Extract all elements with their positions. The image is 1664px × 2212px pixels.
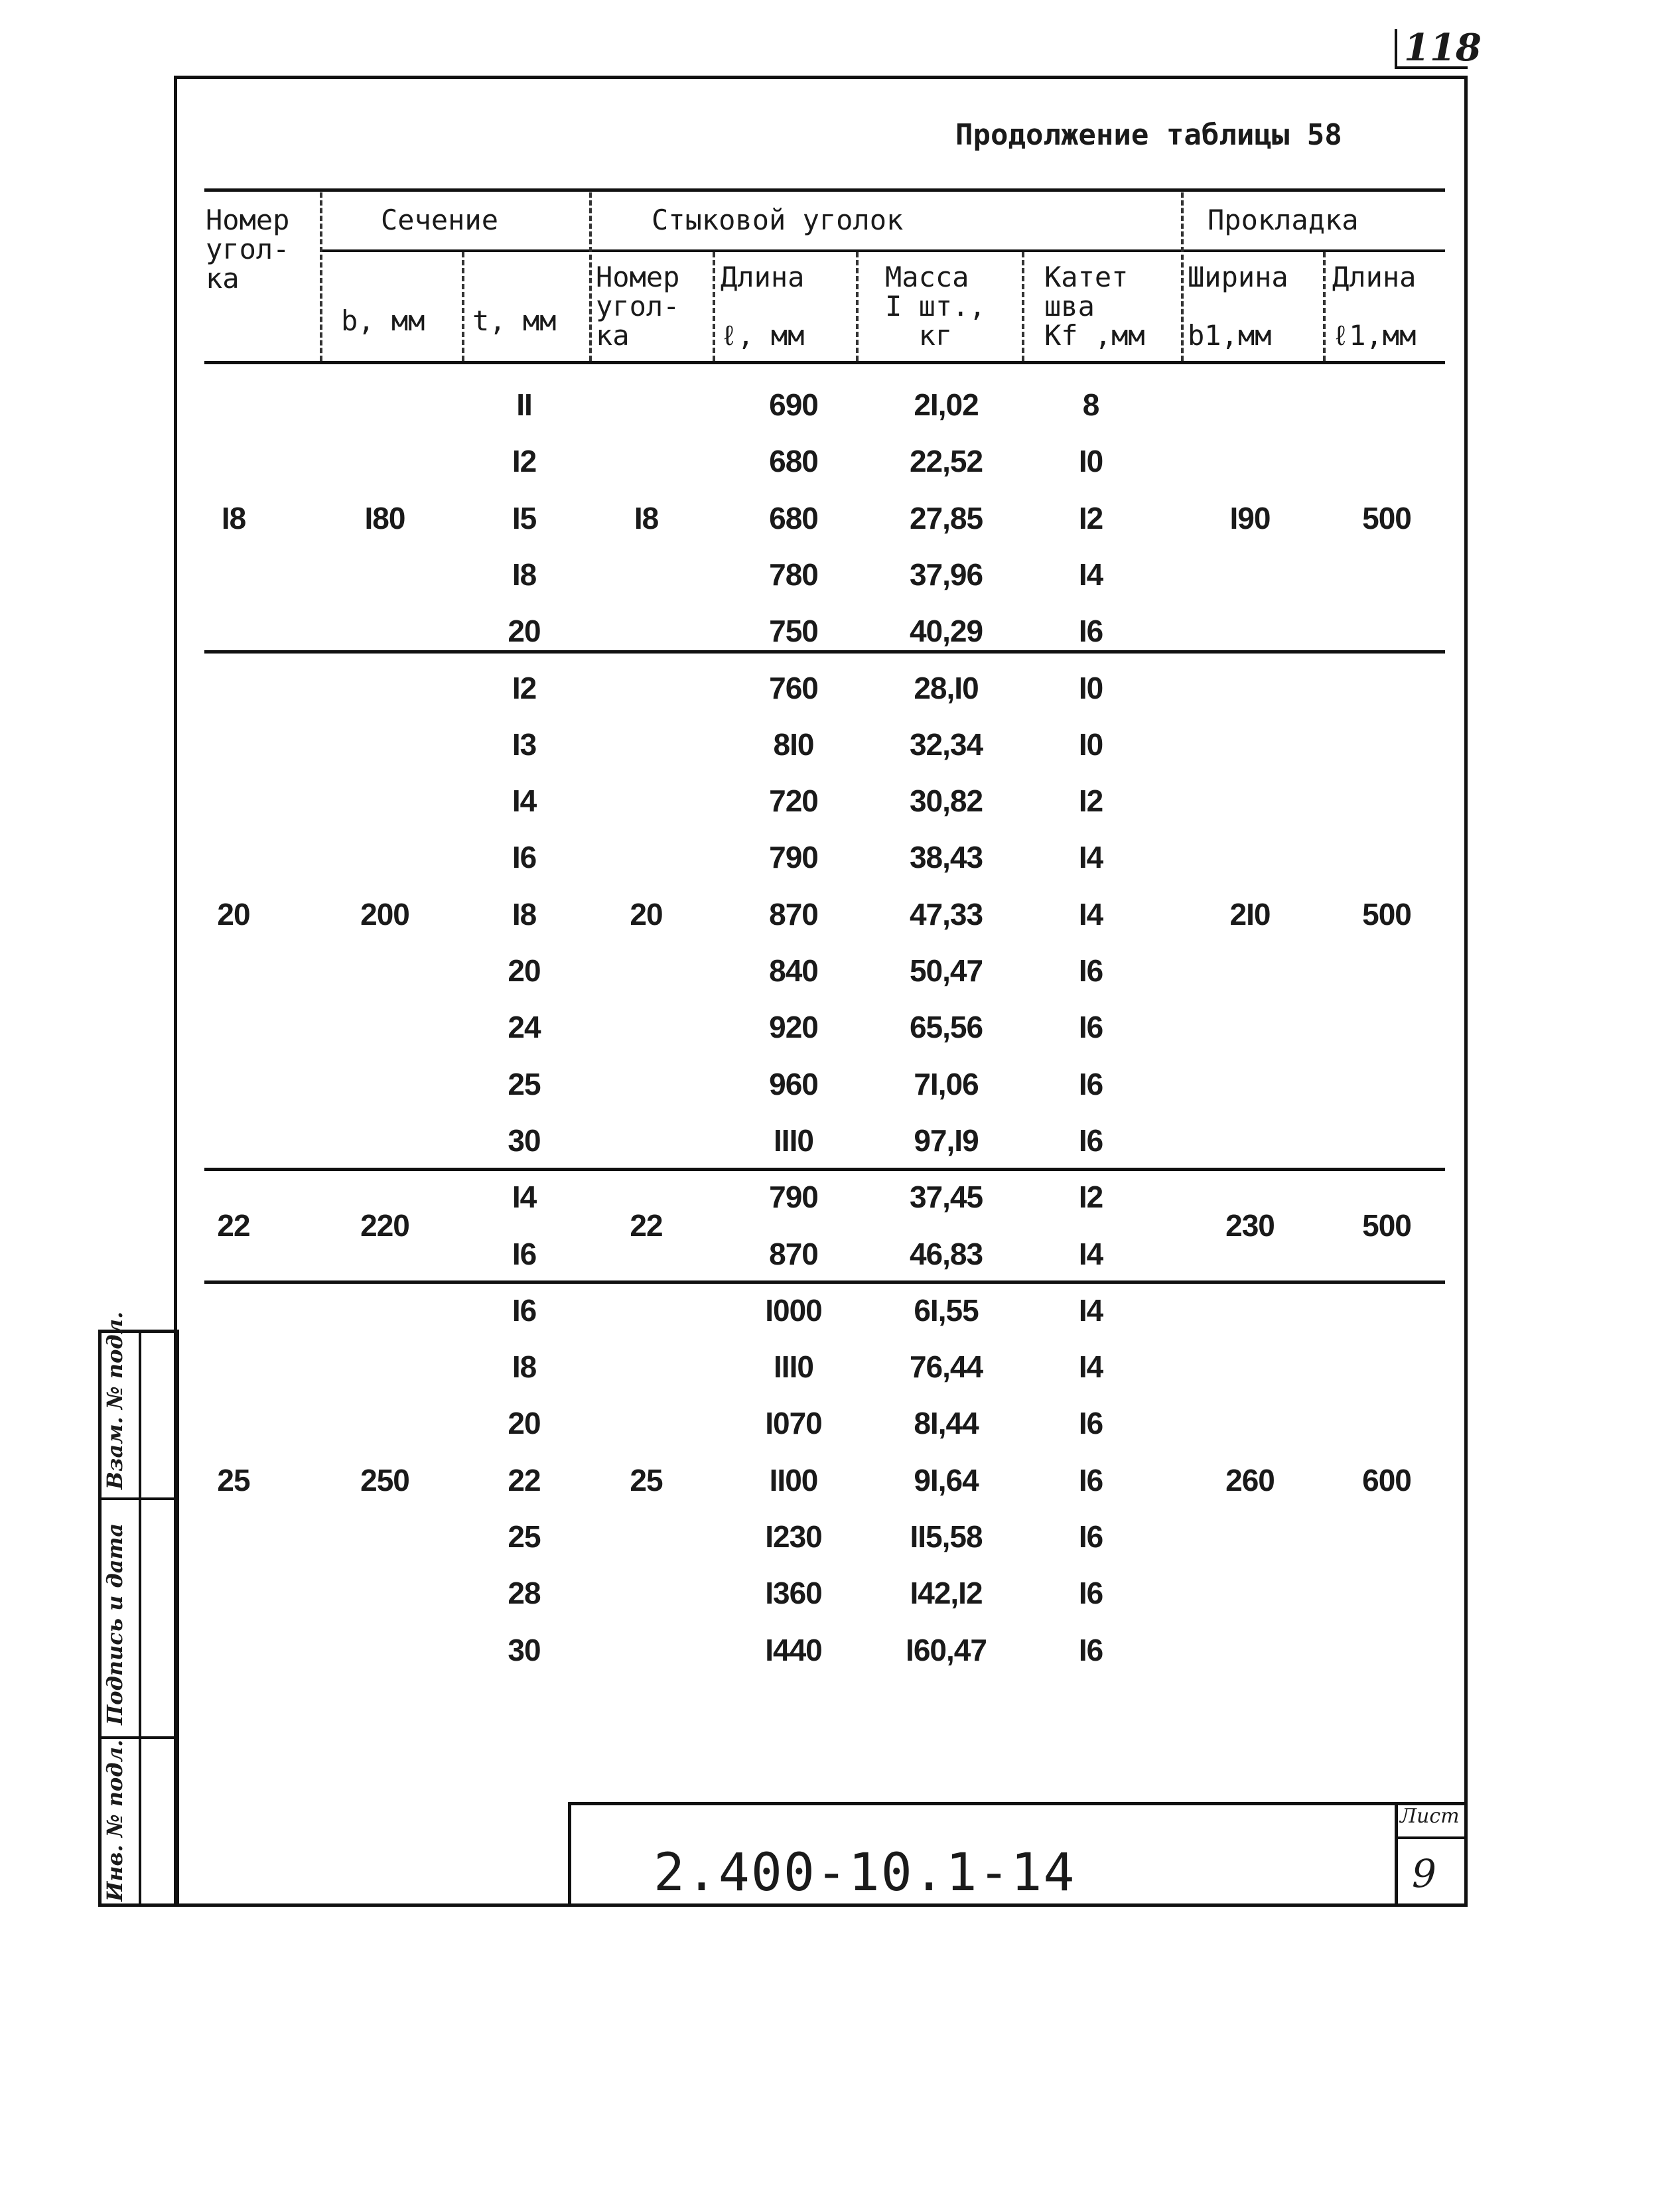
cell-group-butt: I8	[634, 500, 659, 535]
header-top-line	[204, 188, 1445, 192]
cell-m: 9I,64	[914, 1462, 979, 1497]
cell-k: I6	[1078, 1632, 1103, 1667]
cell-k: I4	[1078, 557, 1103, 592]
header-length: Длина ℓ, мм	[721, 261, 805, 352]
cell-t: 20	[508, 953, 541, 988]
cell-group-angle: I8	[221, 500, 246, 535]
cell-group-butt: 22	[630, 1208, 663, 1243]
stamp-inv: Инв. № подл.	[102, 1739, 127, 1901]
cell-m: 40,29	[909, 614, 983, 649]
cell-k: I4	[1078, 1236, 1103, 1271]
cell-k: I0	[1078, 670, 1103, 705]
sheet-label: Лист	[1400, 1805, 1460, 1828]
cell-m: 65,56	[909, 1010, 983, 1045]
cell-l: I070	[765, 1406, 822, 1441]
cell-group-angle: 22	[217, 1208, 250, 1243]
cell-m: 32,34	[909, 726, 983, 762]
cell-k: I0	[1078, 726, 1103, 762]
header-butt-angle: Стыковой уголок	[652, 204, 904, 236]
cell-group-g_length: 500	[1362, 896, 1411, 932]
cell-k: I6	[1078, 1010, 1103, 1045]
cell-m: 46,83	[909, 1236, 983, 1271]
cell-group-width: 230	[1225, 1208, 1275, 1243]
cell-group-width: 260	[1225, 1462, 1275, 1497]
cell-k: 8	[1082, 387, 1099, 422]
cell-l: 750	[769, 614, 818, 649]
cell-k: I6	[1078, 1576, 1103, 1611]
cell-m: 28,I0	[914, 670, 979, 705]
cell-m: 8I,44	[914, 1406, 979, 1441]
cell-l: 870	[769, 896, 818, 932]
cell-l: I000	[765, 1292, 822, 1328]
cell-k: I6	[1078, 1519, 1103, 1554]
cell-l: 680	[769, 444, 818, 479]
cell-m: 7I,06	[914, 1066, 979, 1101]
cell-t: 22	[508, 1462, 541, 1497]
cell-m: 37,45	[909, 1180, 983, 1215]
cell-m: I42,I2	[910, 1576, 983, 1611]
cell-t: 25	[508, 1519, 541, 1554]
cell-t: 25	[508, 1066, 541, 1101]
cell-l: 790	[769, 1180, 818, 1215]
cell-l: II00	[769, 1462, 818, 1497]
cell-k: I6	[1078, 1406, 1103, 1441]
cell-m: 47,33	[909, 896, 983, 932]
cell-m: 22,52	[909, 444, 983, 479]
cell-group-angle: 25	[217, 1462, 250, 1497]
vsep-4	[713, 252, 715, 361]
cell-group-b: 220	[360, 1208, 409, 1243]
cell-k: I4	[1078, 840, 1103, 875]
cell-t: I4	[512, 1180, 537, 1215]
cell-t: I6	[512, 840, 537, 875]
group-separator-3	[204, 1280, 1445, 1284]
cell-k: I4	[1078, 1349, 1103, 1385]
cell-m: 37,96	[909, 557, 983, 592]
cell-t: I6	[512, 1236, 537, 1271]
vsep-2	[462, 252, 464, 361]
cell-t: I5	[512, 500, 537, 535]
cell-k: I2	[1078, 784, 1103, 819]
cell-group-b: 250	[360, 1462, 409, 1497]
cell-m: 2I,02	[914, 387, 979, 422]
cell-l: 780	[769, 557, 818, 592]
cell-k: I6	[1078, 1462, 1103, 1497]
cell-t: 24	[508, 1010, 541, 1045]
cell-t: 28	[508, 1576, 541, 1611]
vsep-7	[1181, 192, 1184, 361]
header-t: t, мм	[472, 305, 557, 337]
cell-group-width: I90	[1229, 500, 1271, 535]
cell-k: I0	[1078, 444, 1103, 479]
cell-m: 97,I9	[914, 1123, 979, 1158]
cell-l: 720	[769, 784, 818, 819]
cell-l: 760	[769, 670, 818, 705]
header-sub-line	[321, 249, 1445, 252]
header-g-length: Длина ℓ1,мм	[1332, 261, 1417, 352]
header-angle-no: Номер угол- ка	[206, 204, 290, 295]
vsep-3	[589, 192, 592, 361]
cell-t: I4	[512, 784, 537, 819]
cell-group-butt: 25	[630, 1462, 663, 1497]
vsep-8	[1323, 252, 1326, 361]
cell-m: I60,47	[906, 1632, 987, 1667]
vsep-5	[856, 252, 859, 361]
cell-t: I2	[512, 670, 537, 705]
cell-l: 680	[769, 500, 818, 535]
header-bottom-line	[204, 361, 1445, 364]
cell-m: 38,43	[909, 840, 983, 875]
header-butt-no: Номер угол- ка	[596, 261, 680, 352]
cell-t: 30	[508, 1123, 541, 1158]
cell-m: 76,44	[909, 1349, 983, 1385]
cell-l: 870	[769, 1236, 818, 1271]
vsep-6	[1022, 252, 1024, 361]
cell-l: 8I0	[773, 726, 814, 762]
cell-k: I2	[1078, 500, 1103, 535]
sheet-divider	[1395, 1836, 1468, 1839]
side-stamp-divider-1	[102, 1497, 176, 1500]
cell-m: 27,85	[909, 500, 983, 535]
header-gasket: Прокладка	[1208, 204, 1359, 236]
cell-group-b: 200	[360, 896, 409, 932]
side-stamp-divider-2	[102, 1736, 176, 1739]
table-caption: Продолжение таблицы 58	[955, 118, 1342, 152]
header-mass: Масса I шт., кг	[885, 261, 986, 352]
stamp-vzam: Взам. № подл.	[102, 1311, 127, 1489]
cell-t: 30	[508, 1632, 541, 1667]
cell-l: 840	[769, 953, 818, 988]
document-code: 2.400-10.1-14	[654, 1843, 1076, 1903]
cell-group-angle: 20	[217, 896, 250, 932]
cell-group-g_length: 600	[1362, 1462, 1411, 1497]
cell-group-width: 2I0	[1229, 896, 1271, 932]
cell-t: I8	[512, 896, 537, 932]
cell-l: 790	[769, 840, 818, 875]
cell-t: I3	[512, 726, 537, 762]
cell-l: III0	[774, 1123, 813, 1158]
cell-t: II	[516, 387, 532, 422]
cell-k: I4	[1078, 1292, 1103, 1328]
cell-l: I360	[765, 1576, 822, 1611]
cell-group-g_length: 500	[1362, 1208, 1411, 1243]
cell-l: I440	[765, 1632, 822, 1667]
group-separator-1	[204, 650, 1445, 654]
header-weld: Катет шва Kf ,мм	[1044, 261, 1145, 352]
cell-k: I6	[1078, 614, 1103, 649]
cell-t: I8	[512, 557, 537, 592]
cell-k: I2	[1078, 1180, 1103, 1215]
cell-k: I4	[1078, 896, 1103, 932]
cell-l: 960	[769, 1066, 818, 1101]
cell-k: I6	[1078, 953, 1103, 988]
cell-l: III0	[774, 1349, 813, 1385]
header-section: Сечение	[381, 204, 499, 236]
stamp-signature: Подпись и дата	[102, 1523, 127, 1725]
cell-l: 920	[769, 1010, 818, 1045]
cell-l: 690	[769, 387, 818, 422]
cell-t: I6	[512, 1292, 537, 1328]
cell-t: 20	[508, 1406, 541, 1441]
cell-l: I230	[765, 1519, 822, 1554]
page-number: 118	[1395, 29, 1468, 69]
cell-m: 30,82	[909, 784, 983, 819]
group-separator-2	[204, 1168, 1445, 1171]
vsep-1	[320, 192, 322, 361]
cell-group-g_length: 500	[1362, 500, 1411, 535]
cell-group-butt: 20	[630, 896, 663, 932]
sheet-number: 9	[1412, 1851, 1436, 1896]
cell-t: 20	[508, 614, 541, 649]
cell-t: I8	[512, 1349, 537, 1385]
header-width: Ширина b1,мм	[1188, 261, 1288, 352]
header-b: b, мм	[341, 305, 425, 337]
cell-k: I6	[1078, 1066, 1103, 1101]
cell-m: II5,58	[910, 1519, 983, 1554]
cell-k: I6	[1078, 1123, 1103, 1158]
cell-group-b: I80	[364, 500, 405, 535]
cell-m: 50,47	[909, 953, 983, 988]
cell-t: I2	[512, 444, 537, 479]
cell-m: 6I,55	[914, 1292, 979, 1328]
